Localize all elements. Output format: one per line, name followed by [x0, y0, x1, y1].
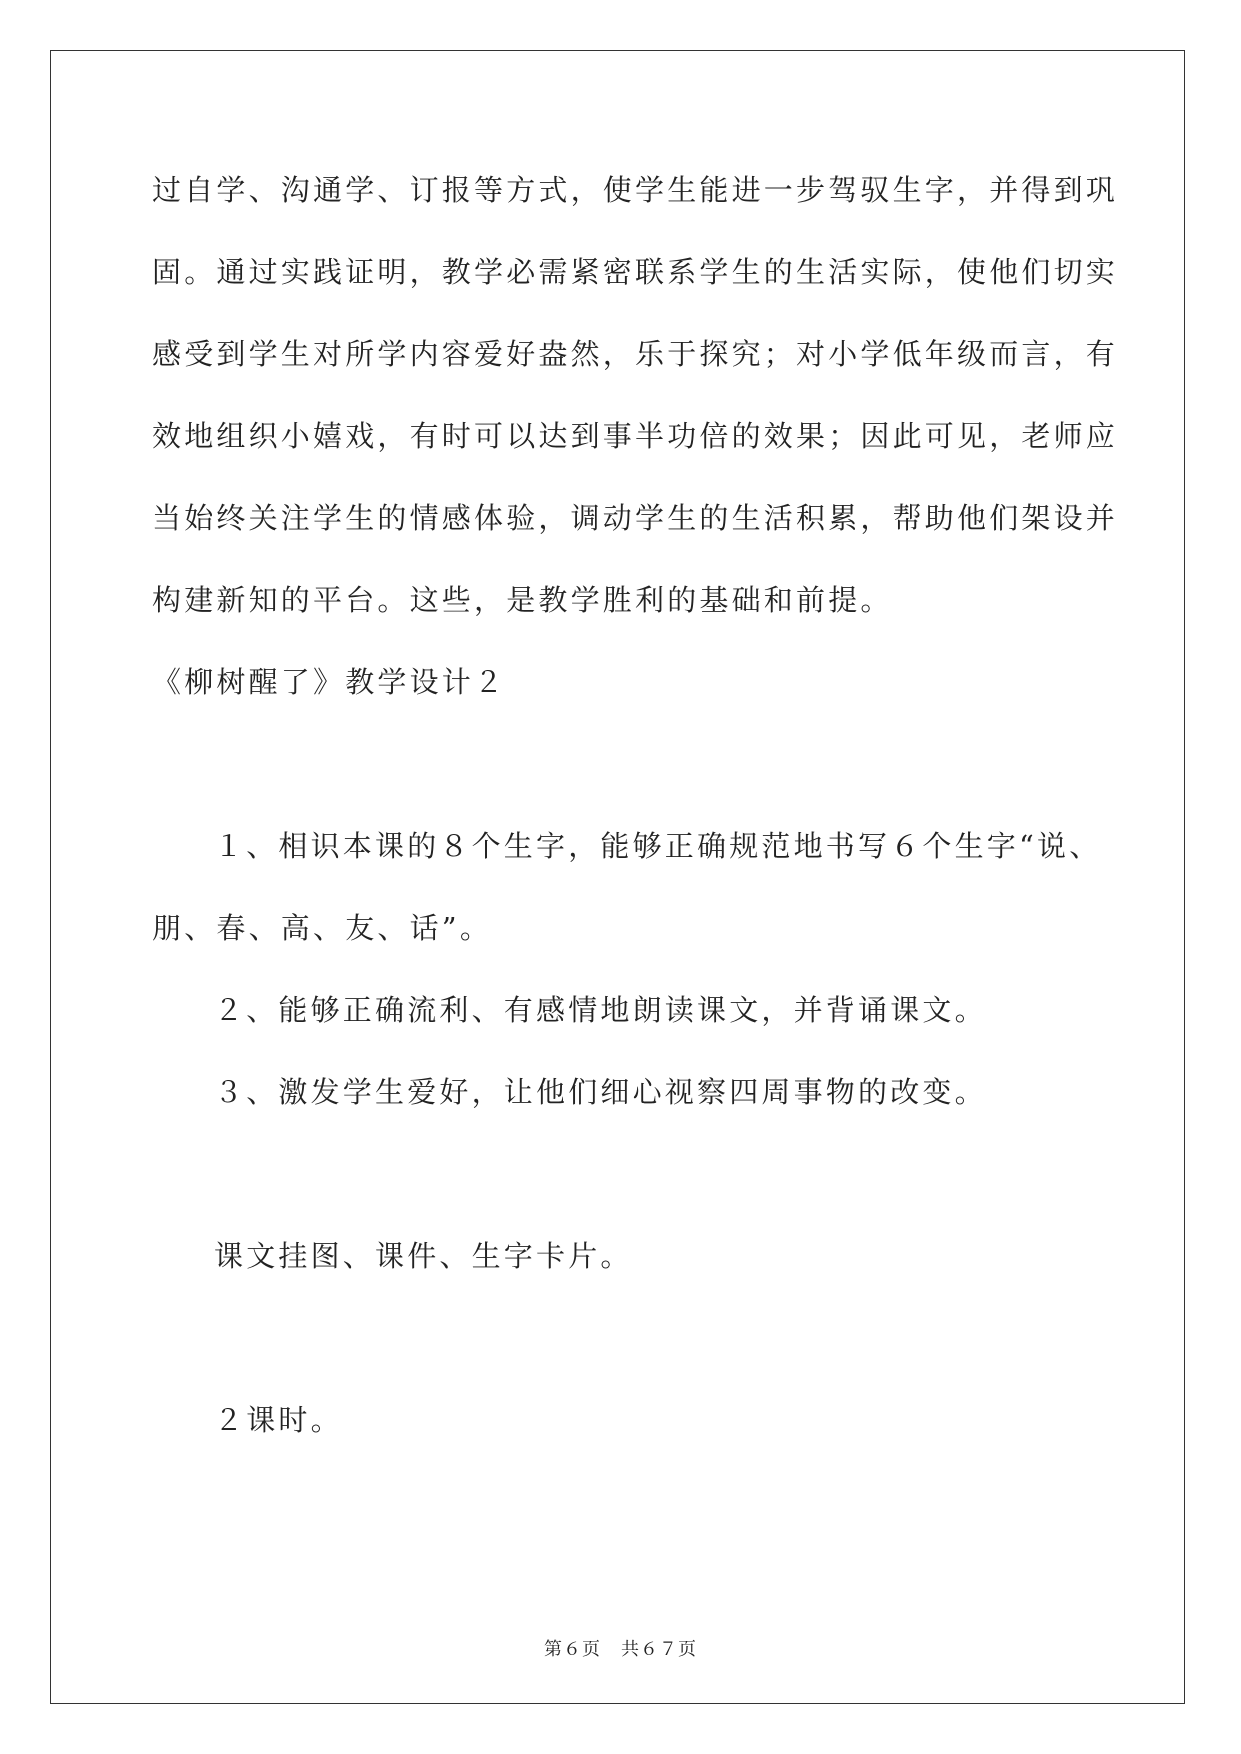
paragraph-line: 固。通过实践证明，教学必需紧密联系学生的生活实际，使他们切实: [152, 255, 1119, 289]
page-footer: [0, 1638, 1241, 1662]
page-total: 共６７页: [621, 1639, 697, 1660]
objective-item-1-line-1: １、相识本课的８个生字，能够正确规范地书写６个生字“说、: [214, 829, 1102, 863]
objective-item-3: ３、激发学生爱好，让他们细心视察四周事物的改变。: [214, 1075, 987, 1109]
objective-item-2: ２、能够正确流利、有感情地朗读课文，并背诵课文。: [214, 993, 987, 1027]
section-title: 《柳树醒了》教学设计２: [152, 665, 507, 699]
paragraph-line: 当始终关注学生的情感体验，调动学生的生活积累，帮助他们架设并: [152, 501, 1119, 535]
page-border: [50, 50, 1185, 1704]
paragraph-line: 过自学、沟通学、订报等方式，使学生能进一步驾驭生字，并得到巩: [152, 173, 1119, 207]
page-number: 第６页: [544, 1639, 601, 1660]
materials-line: 课文挂图、课件、生字卡片。: [214, 1239, 633, 1273]
paragraph-line: 效地组织小嬉戏，有时可以达到事半功倍的效果；因此可见，老师应: [152, 419, 1119, 453]
objective-item-1-line-2: 朋、春、高、友、话”。: [152, 911, 493, 945]
duration-line: ２课时。: [214, 1403, 343, 1437]
paragraph-line: 构建新知的平台。这些，是教学胜利的基础和前提。: [152, 583, 893, 617]
paragraph-line: 感受到学生对所学内容爱好盎然，乐于探究；对小学低年级而言，有: [152, 337, 1119, 371]
